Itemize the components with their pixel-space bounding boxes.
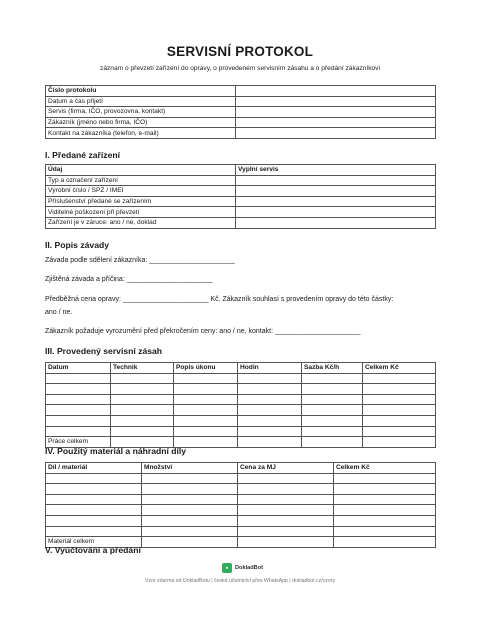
cell[interactable]: [302, 384, 363, 395]
cell[interactable]: [363, 426, 436, 437]
diagnosed-fault-line: Zjištěná závada a příčina: ______________________: [45, 276, 213, 283]
cell[interactable]: [363, 394, 436, 405]
materials-table: [45, 462, 436, 548]
cell[interactable]: [174, 415, 238, 426]
cell[interactable]: [46, 394, 111, 405]
column-header: Technik: [111, 363, 174, 374]
value-cell[interactable]: [236, 196, 436, 207]
cell[interactable]: [238, 515, 334, 526]
value-cell[interactable]: [236, 117, 436, 128]
cell[interactable]: [363, 437, 436, 448]
section2-heading: II. Popis závady: [45, 240, 109, 250]
cell[interactable]: [302, 415, 363, 426]
table-row: [46, 128, 436, 139]
cell[interactable]: [46, 426, 111, 437]
cell[interactable]: [142, 484, 238, 495]
footer-text: Vzor zdarma od DokladBotu | české účetnictví přes WhatsApp | dokladbot.cz/vzory: [144, 578, 336, 584]
table-row: [46, 186, 436, 197]
cell[interactable]: [238, 426, 302, 437]
row-label: Zařízení je v záruce: ano / ne, doklad: [46, 217, 236, 228]
table-row: [46, 484, 436, 495]
document-title: SERVISNÍ PROTOKOL: [166, 44, 314, 59]
table-row: [46, 196, 436, 207]
cell[interactable]: [302, 437, 363, 448]
cell[interactable]: [363, 384, 436, 395]
cell[interactable]: [142, 494, 238, 505]
value-cell[interactable]: [236, 128, 436, 139]
cell[interactable]: [174, 384, 238, 395]
table-header-row: [46, 165, 436, 176]
reported-fault-line: Závada podle sdělení zákazníka: ______________________: [45, 257, 235, 264]
cell[interactable]: [46, 484, 142, 495]
cell[interactable]: [174, 373, 238, 384]
value-cell[interactable]: [236, 207, 436, 218]
cell[interactable]: [111, 415, 174, 426]
value-cell[interactable]: [236, 175, 436, 186]
cell[interactable]: [334, 505, 436, 516]
cell[interactable]: [46, 505, 142, 516]
total-label: Práce celkem: [46, 437, 111, 448]
cell[interactable]: [142, 515, 238, 526]
value-cell[interactable]: [236, 96, 436, 107]
cell[interactable]: [46, 515, 142, 526]
cell[interactable]: [238, 473, 334, 484]
column-header: Díl / materiál: [46, 463, 142, 474]
table-row: [46, 107, 436, 118]
cell[interactable]: [46, 373, 111, 384]
table-row: [46, 217, 436, 228]
row-label: Výrobní číslo / SPZ / IMEI: [46, 186, 236, 197]
column-header: Datum: [46, 363, 111, 374]
doklad-bot-logo: [222, 563, 263, 573]
cell[interactable]: [302, 394, 363, 405]
row-label: Servis (firma, IČO, provozovna, kontakt): [46, 107, 236, 118]
logo-text: DokladBot: [235, 565, 263, 571]
doklad-bot-logo-icon: ▪: [222, 563, 232, 573]
cell[interactable]: [238, 405, 302, 416]
section3-heading: III. Provedený servisní zásah: [45, 346, 163, 356]
table-row: [46, 515, 436, 526]
column-header: Popis úkonu: [174, 363, 238, 374]
cell[interactable]: [238, 526, 334, 537]
table-row: [46, 117, 436, 128]
cell[interactable]: [334, 473, 436, 484]
cell[interactable]: [238, 537, 334, 548]
row-label: Příslušenství předané se zařízením: [46, 196, 236, 207]
value-cell[interactable]: [236, 86, 436, 97]
device-table: [45, 164, 436, 229]
cell[interactable]: [111, 373, 174, 384]
cell[interactable]: [238, 494, 334, 505]
cell[interactable]: [334, 484, 436, 495]
cell[interactable]: [111, 426, 174, 437]
cell[interactable]: [334, 515, 436, 526]
cell[interactable]: [174, 405, 238, 416]
row-label: Zákazník (jméno nebo firma, IČO): [46, 117, 236, 128]
row-label: Typ a označení zařízení: [46, 175, 236, 186]
table-row: [46, 384, 436, 395]
column-header: Množství: [142, 463, 238, 474]
protocol-header-table: [45, 85, 436, 139]
cell[interactable]: [363, 373, 436, 384]
cell[interactable]: [174, 394, 238, 405]
value-cell[interactable]: [236, 107, 436, 118]
cell[interactable]: [142, 473, 238, 484]
column-header: Celkem Kč: [334, 463, 436, 474]
estimated-price-consent: ano / ne.: [45, 309, 73, 316]
table-row: [46, 426, 436, 437]
value-cell[interactable]: [236, 186, 436, 197]
cell[interactable]: [238, 373, 302, 384]
cell[interactable]: [334, 494, 436, 505]
column-header: Sazba Kč/h: [302, 363, 363, 374]
cell[interactable]: [46, 415, 111, 426]
cell[interactable]: [111, 405, 174, 416]
column-header: Celkem Kč: [363, 363, 436, 374]
column-header: Cena za MJ: [238, 463, 334, 474]
table-row: [46, 373, 436, 384]
cell[interactable]: [238, 415, 302, 426]
cell[interactable]: [142, 526, 238, 537]
document-subtitle: záznam o převzetí zařízení do opravy, o provedeném servisním zásahu a o předání zákazníkovi: [100, 65, 380, 72]
table-row: [46, 494, 436, 505]
cell[interactable]: [302, 426, 363, 437]
row-label: Kontakt na zákazníka (telefon, e-mail): [46, 128, 236, 139]
cell[interactable]: [363, 415, 436, 426]
cell[interactable]: [238, 437, 302, 448]
cell[interactable]: [46, 526, 142, 537]
cell[interactable]: [334, 526, 436, 537]
estimated-price-line: Předběžná cena opravy: ______________________ Kč. Zákazník souhlasí s provedením opravy do této částky:: [45, 296, 394, 303]
cell[interactable]: [142, 505, 238, 516]
section1-heading: I. Předané zařízení: [45, 150, 120, 160]
cell[interactable]: [238, 484, 334, 495]
table-header-row: [46, 363, 436, 374]
value-cell[interactable]: [236, 217, 436, 228]
section4-heading: IV. Použitý materiál a náhradní díly: [45, 446, 187, 456]
cell[interactable]: [334, 537, 436, 548]
row-label: Viditelné poškození při převzetí: [46, 207, 236, 218]
column-header: Údaj: [46, 165, 236, 176]
table-row: [46, 473, 436, 484]
table-row: [46, 86, 436, 97]
cell[interactable]: [46, 405, 111, 416]
section5-heading: V. Vyúčtování a předání: [45, 545, 141, 555]
cell[interactable]: [46, 473, 142, 484]
table-row: [46, 207, 436, 218]
row-label: Datum a čas přijetí: [46, 96, 236, 107]
cell[interactable]: [302, 373, 363, 384]
total-label: Materiál celkem: [46, 537, 142, 548]
cell[interactable]: [238, 505, 334, 516]
row-label: Číslo protokolu: [46, 86, 236, 97]
table-row: [46, 175, 436, 186]
cell[interactable]: [174, 426, 238, 437]
table-header-row: [46, 463, 436, 474]
service-work-table: [45, 362, 436, 448]
cell[interactable]: [46, 384, 111, 395]
cell[interactable]: [238, 384, 302, 395]
table-row: [46, 526, 436, 537]
column-header: Vyplní servis: [236, 165, 436, 176]
cell[interactable]: [46, 494, 142, 505]
cell[interactable]: [142, 537, 238, 548]
cell[interactable]: [111, 394, 174, 405]
cell[interactable]: [363, 405, 436, 416]
cell[interactable]: [238, 394, 302, 405]
price-notification-line: Zákazník požaduje vyrozumění před překročením ceny: ano / ne, kontakt: ______________________: [45, 328, 361, 335]
column-header: Hodin: [238, 363, 302, 374]
table-row: [46, 415, 436, 426]
table-row: [46, 505, 436, 516]
cell[interactable]: [302, 405, 363, 416]
table-row: [46, 405, 436, 416]
table-row: [46, 394, 436, 405]
table-row: [46, 96, 436, 107]
cell[interactable]: [111, 384, 174, 395]
